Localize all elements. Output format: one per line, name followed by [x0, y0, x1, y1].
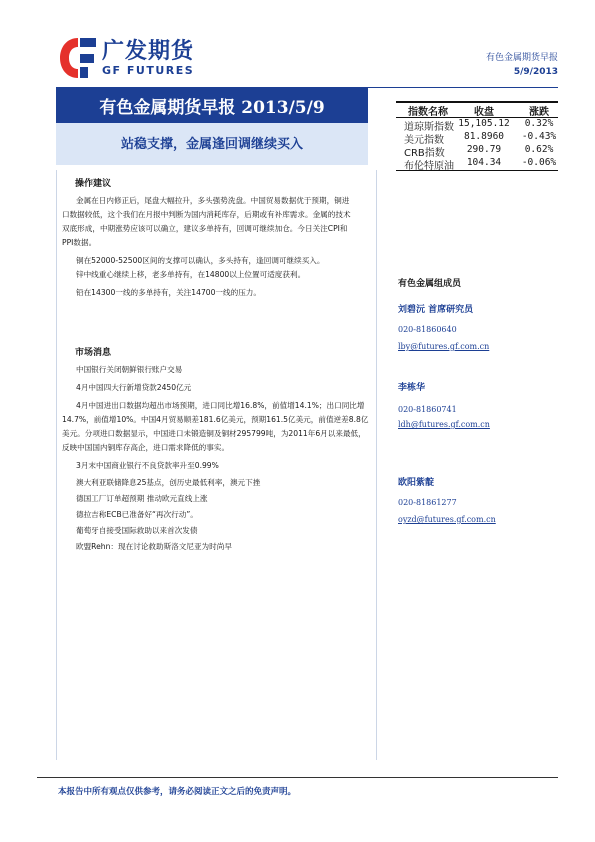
operation-item-copper: 铜在52000-52500区间的支撑可以确认，多头持有，逢回调可继续买入。	[76, 256, 325, 265]
news-item: 中国银行关闭朝鲜银行账户交易	[76, 365, 183, 374]
index-close: 290.79	[466, 144, 502, 155]
table-row	[396, 144, 558, 157]
header-change: 涨跌	[529, 107, 549, 118]
header-report-name: 有色金属期货早报	[485, 53, 558, 63]
market-section-title: 市场消息	[75, 348, 112, 358]
index-name: 布伦特原油	[404, 161, 454, 172]
trade-data-line: 14.7%，前值增10%。中国4月贸易顺差181.6亿美元，预期161.5亿美元，前值逆差8.8亿	[62, 415, 369, 424]
header-close: 收盘	[474, 107, 494, 118]
subtitle-box	[56, 123, 368, 165]
index-close: 104.34	[466, 157, 502, 168]
index-close: 15,105.12	[458, 118, 510, 129]
logo-english-name: GF FUTURES	[102, 64, 195, 77]
member-phone: 020-81861277	[398, 498, 457, 507]
member-email-link[interactable]: oyzd@futures.gf.com.cn	[398, 515, 496, 524]
gf-logo-mark-icon	[58, 36, 98, 80]
market-index-table	[396, 101, 558, 171]
index-change: 0.62%	[524, 144, 554, 155]
table-row	[396, 131, 558, 144]
member-email-link[interactable]: lby@futures.gf.com.cn	[398, 342, 490, 351]
index-name: 道琼斯指数	[404, 122, 454, 133]
operation-section-title: 操作建议	[75, 179, 112, 189]
index-table-header	[396, 101, 558, 118]
member-name: 李栋华	[398, 383, 426, 393]
index-name: 美元指数	[404, 135, 444, 146]
member-email-link[interactable]: ldh@futures.gf.com.cn	[398, 420, 490, 429]
news-item: 德拉吉称ECB已准备好“再次行动”。	[76, 510, 198, 519]
title-banner	[56, 88, 368, 165]
trade-data-line: 反映中国国内铜库存高企，进口需求降低的事实。	[62, 443, 230, 452]
news-item: 4月中国四大行新增贷款2450亿元	[76, 383, 192, 392]
news-item: 欧盟Rehn：现在讨论救助斯洛文尼亚为时尚早	[76, 542, 232, 551]
index-change: -0.43%	[521, 131, 557, 142]
header-index-name: 指数名称	[408, 107, 448, 118]
index-change: -0.06%	[521, 157, 557, 168]
table-row	[396, 118, 558, 131]
team-section-title: 有色金属组成员	[398, 279, 462, 289]
member-name: 欧阳紫靛	[398, 478, 435, 488]
index-name: CRB指数	[404, 148, 445, 159]
report-subtitle: 站稳支撑，金属逢回调继续买入	[120, 137, 303, 152]
trade-data-line: 美元。分项进口数据显示，中国进口未锻造铜及铜材295799吨，为2011年6月以来最低，	[62, 429, 366, 438]
operation-paragraph-line: 双底形成，中期涨势应该可以确立，建议多单持有，回调可继续加仓。今日关注CPI和	[62, 224, 348, 233]
member-phone: 020-81860640	[398, 325, 457, 334]
news-item: 德国工厂订单超预期 推动欧元直线上涨	[76, 494, 208, 503]
news-item: 葡萄牙自接受国际救助以来首次发债	[76, 526, 198, 535]
news-item: 3月末中国商业银行不良贷款率升至0.99%	[76, 461, 219, 470]
footer-divider	[37, 777, 558, 778]
logo-chinese-name: 广发期货	[102, 39, 195, 64]
member-name: 刘碧沅 首席研究员	[398, 305, 474, 315]
operation-paragraph-line: 口数据较低，这个我们在月报中判断为国内消耗库存，后期或有补库需求。金属的技术	[62, 210, 351, 219]
operation-item-zinc: 锌中线重心继续上移，老多单持有，在14800以上位置可适度获利。	[76, 270, 306, 279]
index-change: 0.32%	[524, 118, 554, 129]
member-phone: 020-81860741	[398, 405, 457, 414]
table-row	[396, 157, 558, 170]
header-report-date: 5/9/2013	[513, 67, 558, 77]
news-item: 澳大利亚联储降息25基点，创历史最低利率，澳元下挫	[76, 478, 261, 487]
footer-disclaimer: 本报告中所有观点仅供参考，请务必阅读正文之后的免责声明。	[58, 787, 297, 797]
operation-paragraph-line: PPI数据。	[62, 238, 97, 247]
gf-futures-logo	[58, 34, 208, 86]
trade-data-line: 4月中国进出口数据均超出市场预期，进口同比增16.8%，前值增14.1%；出口同比增	[76, 401, 365, 410]
operation-paragraph-line: 金属在日内修正后，尾盘大幅拉升，多头强势洗盘。中国贸易数据优于预期，铜进	[76, 196, 350, 205]
operation-item-lead: 铅在14300一线的多单持有，关注14700一线的压力。	[76, 288, 261, 297]
report-title: 有色金属期货早报 2013/5/9	[99, 98, 325, 118]
index-close: 81.8960	[463, 131, 505, 142]
